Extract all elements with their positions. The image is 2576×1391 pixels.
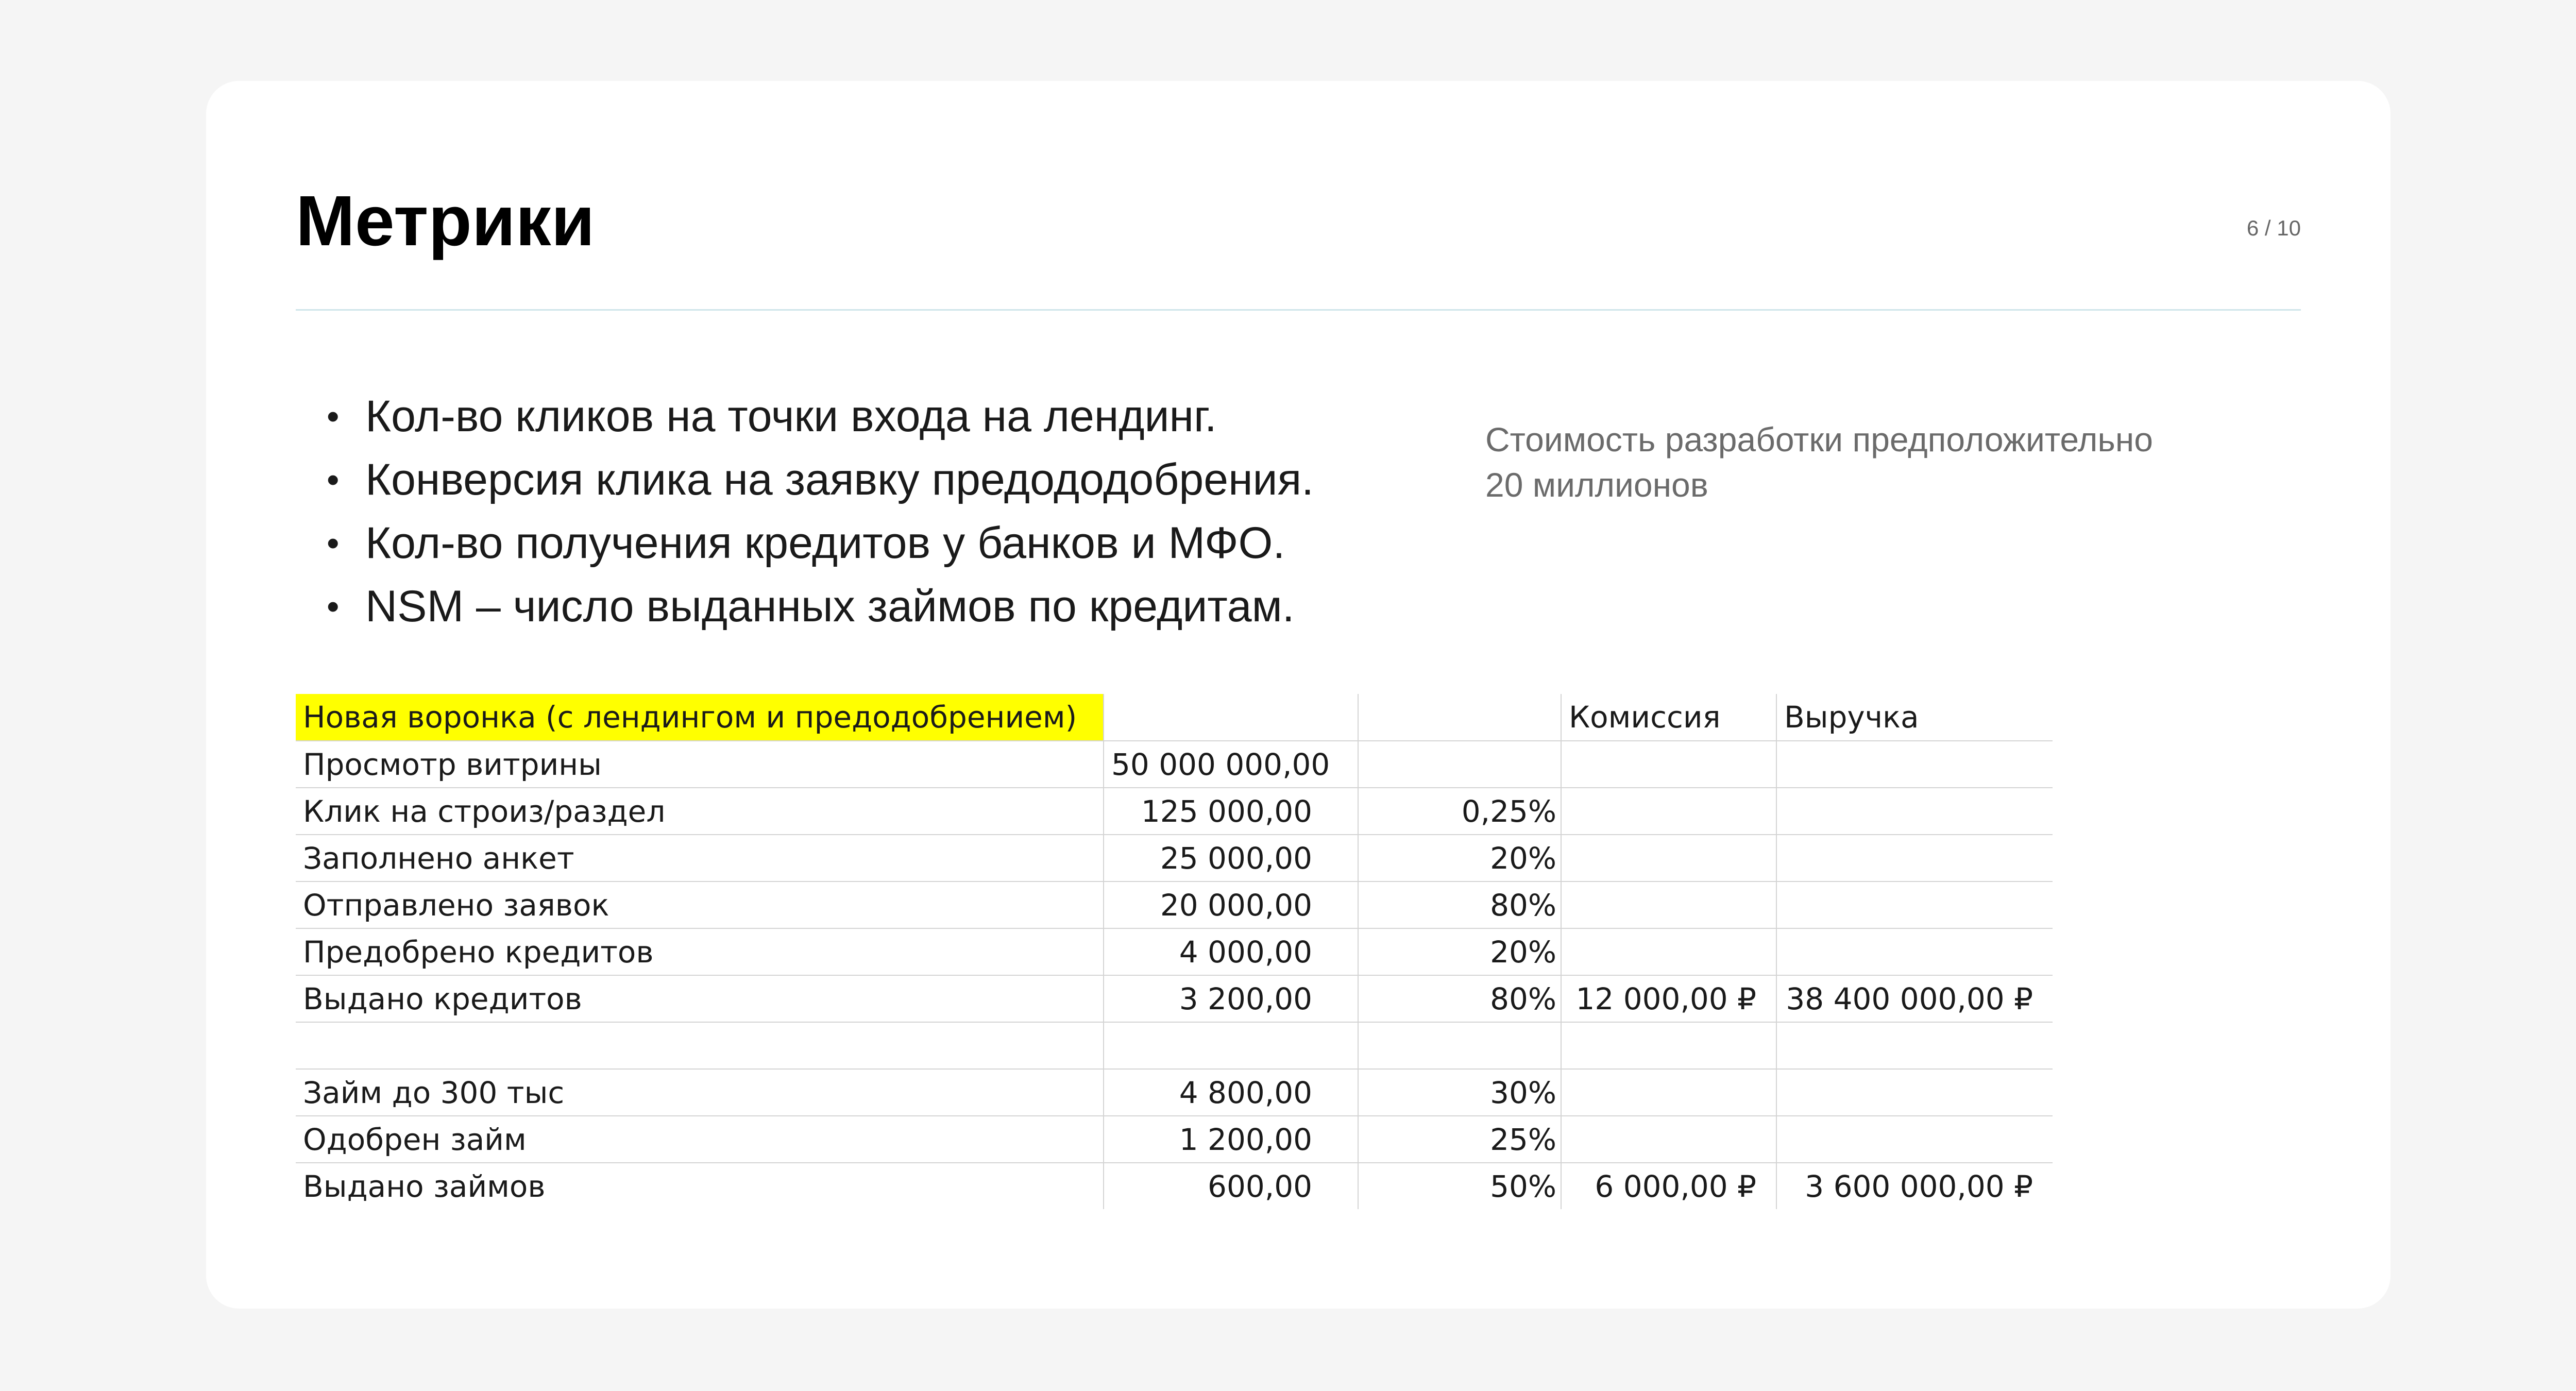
table-header-row bbox=[296, 694, 2053, 741]
revenue-cell bbox=[1776, 1116, 2053, 1163]
funnel-spreadsheet bbox=[296, 694, 2053, 1209]
commission-cell: 12 000,00 ₽ bbox=[1561, 975, 1776, 1022]
metrics-list-item-text: Кол-во получения кредитов у банков и МФО. bbox=[365, 518, 1285, 568]
revenue-cell: 38 400 000,00 ₽ bbox=[1776, 975, 2053, 1022]
cost-note-line: Стоимость разработки предположительно bbox=[1485, 420, 2153, 459]
table-row bbox=[296, 1069, 2053, 1116]
conversion-cell: 25% bbox=[1358, 1116, 1561, 1163]
revenue-cell bbox=[1776, 741, 2053, 788]
count-cell bbox=[1104, 694, 1358, 741]
conversion-cell bbox=[1358, 741, 1561, 788]
table-row bbox=[296, 1163, 2053, 1209]
count-cell: 50 000 000,00 bbox=[1104, 741, 1358, 788]
table-row bbox=[296, 835, 2053, 881]
commission-cell bbox=[1561, 881, 1776, 928]
stage-cell: Просмотр витрины bbox=[296, 741, 1104, 788]
cost-note-line: 20 миллионов bbox=[1485, 466, 1708, 504]
bullet-dot-icon: • bbox=[327, 460, 340, 500]
revenue-cell bbox=[1776, 835, 2053, 881]
revenue-cell bbox=[1776, 1069, 2053, 1116]
commission-cell bbox=[1561, 788, 1776, 835]
cost-note bbox=[1485, 417, 2258, 507]
conversion-cell bbox=[1358, 1022, 1561, 1069]
stage-cell: Одобрен займ bbox=[296, 1116, 1104, 1163]
table-row bbox=[296, 788, 2053, 835]
bullet-dot-icon: • bbox=[327, 586, 340, 626]
conversion-cell: 20% bbox=[1358, 835, 1561, 881]
commission-cell bbox=[1561, 1022, 1776, 1069]
count-cell: 1 200,00 bbox=[1104, 1116, 1358, 1163]
table-row bbox=[296, 881, 2053, 928]
conversion-cell: 80% bbox=[1358, 975, 1561, 1022]
commission-cell bbox=[1561, 928, 1776, 975]
page-counter: 6 / 10 bbox=[2246, 216, 2301, 240]
table-row bbox=[296, 975, 2053, 1022]
funnel-table-body bbox=[296, 694, 2053, 1209]
conversion-cell: 50% bbox=[1358, 1163, 1561, 1209]
metrics-list-item bbox=[296, 448, 1314, 512]
metrics-list-item bbox=[296, 512, 1314, 575]
conversion-cell: 30% bbox=[1358, 1069, 1561, 1116]
metrics-list-item-text: Кол-во кликов на точки входа на лендинг. bbox=[365, 392, 1217, 441]
table-row bbox=[296, 741, 2053, 788]
conversion-cell: 20% bbox=[1358, 928, 1561, 975]
count-cell bbox=[1104, 1022, 1358, 1069]
stage-cell: Предобрено кредитов bbox=[296, 928, 1104, 975]
commission-cell: Комиссия bbox=[1561, 694, 1776, 741]
commission-cell bbox=[1561, 741, 1776, 788]
revenue-cell bbox=[1776, 928, 2053, 975]
stage-cell: Займ до 300 тыс bbox=[296, 1069, 1104, 1116]
stage-cell: Отправлено заявок bbox=[296, 881, 1104, 928]
table-row bbox=[296, 1022, 2053, 1069]
revenue-cell bbox=[1776, 881, 2053, 928]
stage-cell: Новая воронка (с лендингом и предодобрением) bbox=[296, 694, 1104, 741]
commission-cell bbox=[1561, 835, 1776, 881]
stage-cell: Клик на строиз/раздел bbox=[296, 788, 1104, 835]
count-cell: 4 000,00 bbox=[1104, 928, 1358, 975]
title-divider bbox=[296, 309, 2301, 311]
count-cell: 3 200,00 bbox=[1104, 975, 1358, 1022]
count-cell: 25 000,00 bbox=[1104, 835, 1358, 881]
count-cell: 20 000,00 bbox=[1104, 881, 1358, 928]
count-cell: 600,00 bbox=[1104, 1163, 1358, 1209]
metrics-list-item bbox=[296, 385, 1314, 448]
stage-cell: Выдано займов bbox=[296, 1163, 1104, 1209]
revenue-cell bbox=[1776, 788, 2053, 835]
stage-cell: Заполнено анкет bbox=[296, 835, 1104, 881]
table-row bbox=[296, 1116, 2053, 1163]
commission-cell bbox=[1561, 1069, 1776, 1116]
bullet-dot-icon: • bbox=[327, 523, 340, 563]
conversion-cell: 80% bbox=[1358, 881, 1561, 928]
stage-cell bbox=[296, 1022, 1104, 1069]
slide-card bbox=[206, 81, 2391, 1309]
revenue-cell: 3 600 000,00 ₽ bbox=[1776, 1163, 2053, 1209]
funnel-table bbox=[296, 694, 2053, 1209]
table-row bbox=[296, 928, 2053, 975]
slide-title: Метрики bbox=[296, 181, 595, 261]
commission-cell bbox=[1561, 1116, 1776, 1163]
revenue-cell bbox=[1776, 1022, 2053, 1069]
metrics-list-item-text: Конверсия клика на заявку предододобрения. bbox=[365, 455, 1314, 504]
stage-cell: Выдано кредитов bbox=[296, 975, 1104, 1022]
metrics-list-item-text: NSM – число выданных займов по кредитам. bbox=[365, 582, 1295, 631]
count-cell: 125 000,00 bbox=[1104, 788, 1358, 835]
metrics-list-item bbox=[296, 575, 1314, 638]
commission-cell: 6 000,00 ₽ bbox=[1561, 1163, 1776, 1209]
conversion-cell bbox=[1358, 694, 1561, 741]
count-cell: 4 800,00 bbox=[1104, 1069, 1358, 1116]
metrics-list bbox=[296, 385, 1314, 638]
conversion-cell: 0,25% bbox=[1358, 788, 1561, 835]
revenue-cell: Выручка bbox=[1776, 694, 2053, 741]
bullet-dot-icon: • bbox=[327, 396, 340, 436]
